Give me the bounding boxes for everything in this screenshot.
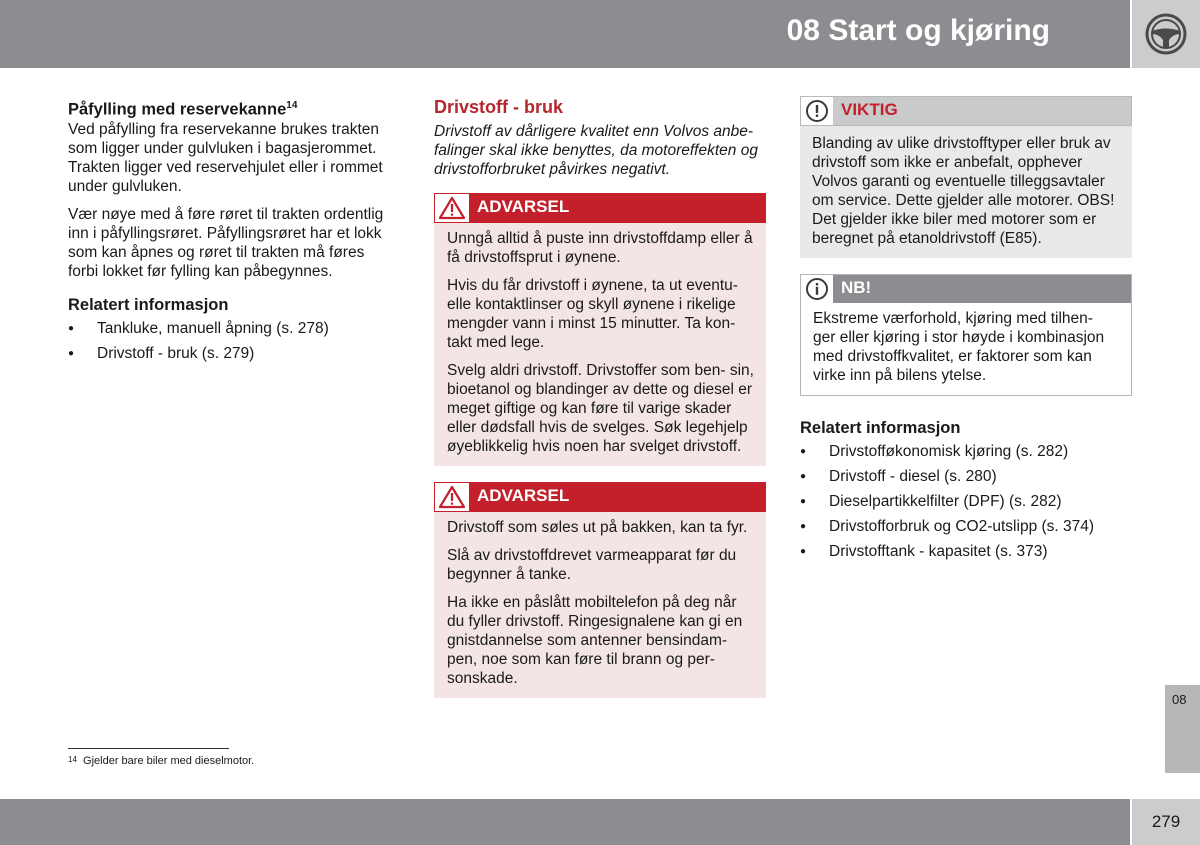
column-right [800,96,1132,567]
related-info-list [800,442,1132,561]
intro-paragraph: Drivstoff av dårligere kvalitet enn Volvos anbe- falinger skal ikke benyttes, da motoreffekten og drivstofforbruket påvirkes negativt. [434,123,758,178]
list-item: ● Drivstofftank - kapasitet (s. 373) [800,542,1132,561]
warning-label: ADVARSEL [477,197,570,216]
footnote-ref: 14 [286,100,298,111]
important-box [800,96,1132,258]
paragraph: Vær nøye med å føre røret til trakten ordentlig inn i påfyllingsrøret. Påfyllingsrøret har et lokk som kan åpnes og røret til trakten må føres forbi lokket før fylling kan påbegynnes. [68,205,384,280]
footnote-text: Gjelder bare biler med dieselmotor. [83,755,255,767]
note-box [800,274,1132,396]
warning-box [434,482,766,698]
page-header [0,0,1130,68]
chapter-icon-box [1132,0,1200,68]
chapter-title: 08 Start og kjøring [786,14,1050,47]
exclamation-icon [801,97,833,125]
warning-triangle-icon [435,194,469,222]
list-item: ● Drivstofføkonomisk kjøring (s. 282) [800,442,1132,461]
related-info-list [68,319,398,363]
note-body [801,303,1131,395]
list-item: ● Drivstoff - bruk (s. 279) [68,344,398,363]
paragraph: Ekstreme værforhold, kjøring med tilhen- ger eller kjøring i stor høyde i kombinasjon med drivstoffkvalitet, er faktorer som kan virke inn på bilens ytelse. [813,310,1105,384]
list-item: ● Drivstofforbruk og CO2-utslipp (s. 374) [800,517,1132,536]
refill-heading: Påfylling med reservekanne$^{14}$ [68,100,298,119]
paragraph: Ved påfylling fra reservekanne brukes trakten som ligger under gulvluken i bagasjerommet. Trakten ligger ved reservehjulet eller i rommet under gulvluken. [68,120,383,195]
footnote-number: 14 [68,755,77,764]
related-info-heading: Relatert informasjon [68,295,229,314]
page-footer [0,799,1130,845]
warning-label: ADVARSEL [477,486,570,505]
footnote-divider [68,748,229,749]
warning-header [434,482,766,512]
paragraph: Svelg aldri drivstoff. Drivstoffer som ben- sin, bioetanol og blandinger av dette og diesel er meget giftige og kan føre til varige skader eller dødsfall hvis de svelges. Søk legehjelp øyeblikkelig hvis noen har svelget drivstoff. [447,362,754,455]
important-label: VIKTIG [841,100,898,119]
list-item: ● Drivstoff - diesel (s. 280) [800,467,1132,486]
chapter-side-tab [1165,685,1200,773]
paragraph: Unngå alltid å puste inn drivstoffdamp eller å få drivstoffsprut i øynene. [447,230,753,266]
paragraph: Drivstoff som søles ut på bakken, kan ta fyr. [447,519,748,536]
list-item: ● Tankluke, manuell åpning (s. 278) [68,319,398,338]
column-middle [434,96,766,714]
paragraph: Slå av drivstoffdrevet varmeapparat før du begynner å tanke. [447,547,737,583]
important-header [800,96,1132,126]
footnote [68,755,254,767]
info-icon [801,275,833,303]
paragraph: Blanding av ulike drivstofftyper eller bruk av drivstoff som ikke er anbefalt, opphever Volvos garanti og eventuelle tilleggsavtaler om service. Dette gjelder alle motorer. OBS! Det gjelder ikke biler med motorer som er beregnet på etanoldrivstoff (E85). [812,135,1115,247]
side-tab-label: 08 [1172,692,1187,707]
warning-header [434,193,766,223]
warning-triangle-icon [435,483,469,511]
paragraph: Ha ikke en påslått mobiltelefon på deg når du fyller drivstoff. Ringesignalene kan gi en gnistdannelse som antenner bensindam- pen, noe som kan føre til brann og per- sonskade. [447,594,743,687]
page-number: 279 [1151,812,1181,831]
warning-body [434,512,766,698]
column-left [68,96,398,369]
warning-box [434,193,766,466]
note-label: NB! [841,278,872,297]
steering-wheel-icon [1144,12,1188,56]
section-title: Drivstoff - bruk [434,97,564,117]
paragraph: Hvis du får drivstoff i øynene, ta ut eventu- elle kontaktlinser og skyll øynene i rikelige mengder vann i minst 15 minutter. Ta kon- takt med lege. [447,277,738,351]
warning-body [434,223,766,466]
important-body [800,126,1132,258]
page-number-box [1132,799,1200,845]
list-item: ● Dieselpartikkelfilter (DPF) (s. 282) [800,492,1132,511]
note-header [801,275,1131,303]
related-info-heading: Relatert informasjon [800,419,961,437]
